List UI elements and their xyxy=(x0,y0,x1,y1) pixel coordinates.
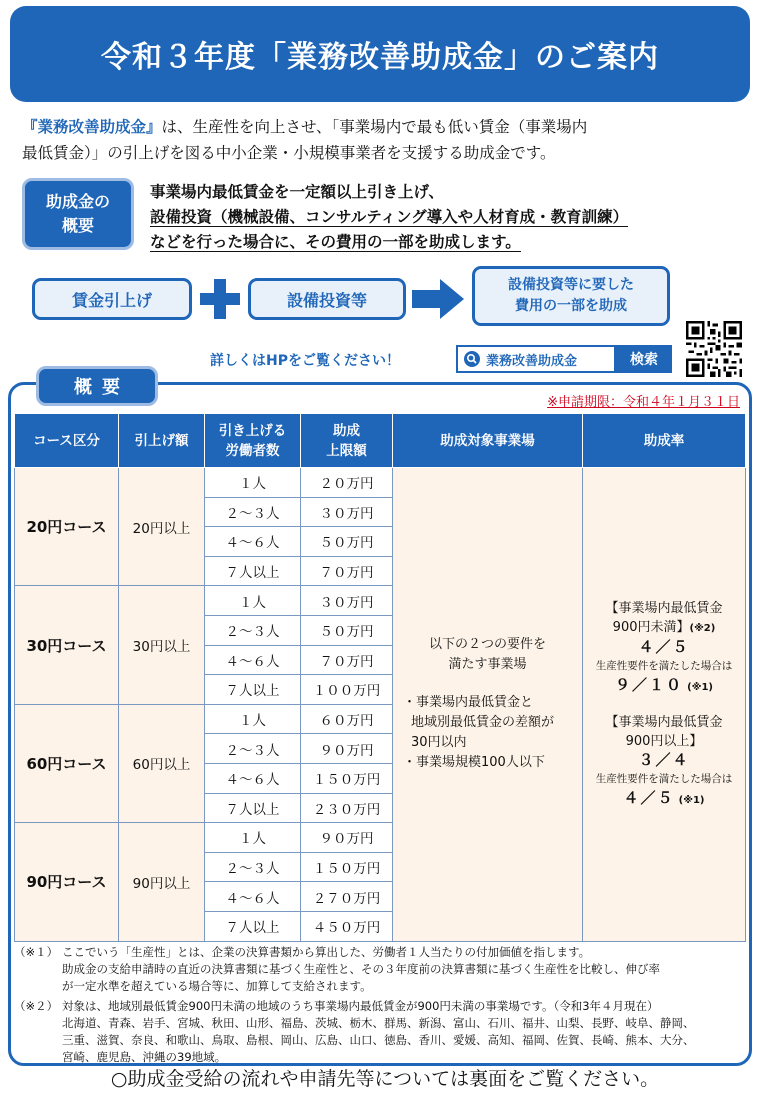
worker-count: １人 xyxy=(205,586,301,616)
req-item2: ・事業場規模100人以下 xyxy=(403,755,545,771)
footnote-2-line4: 宮崎、鹿児島、沖縄の39地域。 xyxy=(62,1050,227,1064)
subsidy-limit: ２０万円 xyxy=(301,468,393,498)
title-banner xyxy=(10,6,750,102)
rate-b-value: ３／４ xyxy=(638,750,690,769)
overview-line1: 事業場内最低賃金を一定額以上引き上げ、 xyxy=(150,183,444,201)
subsidy-limit: ７０万円 xyxy=(301,556,393,586)
overview-badge xyxy=(22,178,134,250)
header-limit-line1: 助成 xyxy=(333,422,360,439)
course-raise: 90円以上 xyxy=(119,823,205,941)
worker-count: ７人以上 xyxy=(205,793,301,823)
arrow-right-icon xyxy=(412,279,464,319)
req-line2: 満たす事業場 xyxy=(448,657,527,673)
hp-guidance-text: 詳しくはHPをご覧ください！ xyxy=(210,353,400,369)
overview-line3: などを行った場合に、その費用の一部を助成します。 xyxy=(150,233,521,251)
worker-count: １人 xyxy=(205,823,301,853)
footnote-2-line2: 北海道、青森、岩手、宮城、秋田、山形、福島、茨城、栃木、群馬、新潟、富山、石川、福井、山梨、長野、岐阜、静岡、 xyxy=(62,1016,695,1030)
subsidy-limit: ３０万円 xyxy=(301,497,393,527)
intro-paragraph xyxy=(22,114,742,166)
rate-b-value2: ４／５ xyxy=(623,788,675,807)
subsidy-limit: ９０万円 xyxy=(301,823,393,853)
worker-count: ４～６人 xyxy=(205,527,301,557)
worker-count: ４～６人 xyxy=(205,645,301,675)
subsidy-rate xyxy=(583,468,746,942)
intro-line2: 最低賃金）」の引上げを図る中小企業・小規模事業者を支援する助成金です。 xyxy=(22,144,556,162)
overview-line2: 設備投資（機械設備、コンサルティング導入や人材育成・教育訓練） xyxy=(150,208,629,226)
worker-count: ７人以上 xyxy=(205,675,301,705)
req-line1: 以下の２つの要件を xyxy=(428,637,546,653)
search-value: 業務改善助成金 xyxy=(486,353,578,369)
flow-wage-box xyxy=(32,278,192,320)
table-header-row xyxy=(15,414,746,468)
course-name: 90円コース xyxy=(15,823,119,941)
course-raise: 30円以上 xyxy=(119,586,205,704)
worker-count: ４～６人 xyxy=(205,763,301,793)
subsidy-limit: ６０万円 xyxy=(301,704,393,734)
footnote-1-mark: （※１） xyxy=(14,945,59,959)
footnote-1-line3: が一定水準を超えている場合等に、加算して支給されます。 xyxy=(62,979,372,993)
target-requirements xyxy=(393,468,583,942)
header-limit-line2: 上限額 xyxy=(326,442,367,459)
subsidy-limit: ２３０万円 xyxy=(301,793,393,823)
overview-badge-line2: 概要 xyxy=(61,216,94,235)
rate-a-head: 【事業場内最低賃金 xyxy=(605,600,723,616)
rate-a-note: (※2) xyxy=(689,622,716,634)
course-name: 20円コース xyxy=(15,468,119,586)
rate-a-sub: 900円未満】 xyxy=(612,619,690,635)
subsidy-limit: １５０万円 xyxy=(301,852,393,882)
course-raise: 20円以上 xyxy=(119,468,205,586)
footnote-2-line3: 三重、滋賀、奈良、和歌山、鳥取、島根、岡山、広島、山口、徳島、香川、愛媛、高知、福岡、佐賀、長崎、熊本、大分、 xyxy=(62,1033,695,1047)
header-rate: 助成率 xyxy=(583,414,746,468)
rate-b-sub: 900円以上】 xyxy=(625,733,703,749)
header-raise: 引上げ額 xyxy=(119,414,205,468)
flow-subsidy-line1: 設備投資等に要した xyxy=(508,277,634,293)
subsidy-limit: ５０万円 xyxy=(301,527,393,557)
header-workers-line2: 労働者数 xyxy=(225,442,280,459)
course-name: 60円コース xyxy=(15,704,119,822)
worker-count: ２～３人 xyxy=(205,615,301,645)
deadline-text: ※申請期限：令和４年１月３１日 xyxy=(547,395,740,410)
subsidy-limit: ７０万円 xyxy=(301,645,393,675)
course-name: 30円コース xyxy=(15,586,119,704)
header-limit xyxy=(301,414,393,468)
flow-subsidy-line2: 費用の一部を助成 xyxy=(515,298,627,314)
worker-count: ７人以上 xyxy=(205,911,301,941)
rate-a-value: ４／５ xyxy=(638,637,690,656)
rate-a-value2: ９／１０ xyxy=(615,675,684,694)
footnote-1 xyxy=(14,944,750,995)
rate-a-cond: 生産性要件を満たした場合は xyxy=(595,659,733,672)
rate-a-note2: (※1) xyxy=(687,681,713,693)
qr-code-icon[interactable] xyxy=(686,321,742,377)
footnotes xyxy=(14,944,750,1066)
subsidy-limit: ３０万円 xyxy=(301,586,393,616)
subsidy-limit: ２７０万円 xyxy=(301,882,393,912)
rate-b-cond: 生産性要件を満たした場合は xyxy=(595,772,733,785)
footnote-2-line1: 対象は、地域別最低賃金900円未満の地域のうち事業場内最低賃金が900円未満の事業場です。（令和3年４月現在） xyxy=(62,999,659,1013)
flow-invest-label: 設備投資等 xyxy=(286,290,367,310)
plus-icon xyxy=(200,279,240,319)
worker-count: ７人以上 xyxy=(205,556,301,586)
rate-b-head: 【事業場内最低賃金 xyxy=(605,714,723,730)
footnote-1-line2: 助成金の支給申請時の直近の決算書類に基づく生産性と、その３年度前の決算書類に基づく生産性を比較し、伸び率 xyxy=(62,962,660,976)
search-button[interactable]: 検索 xyxy=(616,345,672,373)
page-title: 令和３年度「業務改善助成金」のご案内 xyxy=(101,40,659,75)
course-table xyxy=(14,413,746,942)
course-raise: 60円以上 xyxy=(119,704,205,822)
rate-b-note2: (※1) xyxy=(678,794,705,806)
footer-notice: ○助成金受給の流れや申請先等については裏面をご覧ください。 xyxy=(110,1068,660,1090)
search-input[interactable] xyxy=(456,345,616,373)
header-workers xyxy=(205,414,301,468)
worker-count: １人 xyxy=(205,468,301,498)
flow-invest-box xyxy=(248,278,406,320)
overview-badge-line1: 助成金の xyxy=(45,192,110,211)
footnote-2-mark: （※２） xyxy=(14,999,59,1013)
section-tab: 概要 xyxy=(36,366,158,406)
req-item1-b: 地域別最低賃金の差額が xyxy=(411,715,555,731)
flow-wage-label: 賃金引上げ xyxy=(71,290,152,310)
subsidy-limit: ４５０万円 xyxy=(301,911,393,941)
footnote-2 xyxy=(14,998,750,1066)
header-course: コース区分 xyxy=(15,414,119,468)
header-target: 助成対象事業場 xyxy=(393,414,583,468)
subsidy-limit: ５０万円 xyxy=(301,615,393,645)
subsidy-limit: １００万円 xyxy=(301,675,393,705)
subsidy-limit: １５０万円 xyxy=(301,763,393,793)
footnote-1-line1: ここでいう「生産性」とは、企業の決算書類から算出した、労働者１人当たりの付加価値を指します。 xyxy=(62,945,591,959)
header-workers-line1: 引き上げる xyxy=(218,422,287,439)
table-row xyxy=(15,468,746,498)
overview-text xyxy=(150,180,750,255)
worker-count: ２～３人 xyxy=(205,497,301,527)
intro-highlight: 『業務改善助成金』 xyxy=(22,118,162,136)
flow-subsidy-box xyxy=(472,266,670,326)
req-item1-a: ・事業場内最低賃金と xyxy=(403,695,534,711)
worker-count: １人 xyxy=(205,704,301,734)
search-icon xyxy=(464,351,480,367)
subsidy-limit: ９０万円 xyxy=(301,734,393,764)
intro-line1: は、生産性を向上させ、「事業場内で最も低い賃金（事業場内 xyxy=(161,118,588,136)
worker-count: ２～３人 xyxy=(205,734,301,764)
worker-count: ４～６人 xyxy=(205,882,301,912)
req-item1-c: 30円以内 xyxy=(411,735,467,751)
worker-count: ２～３人 xyxy=(205,852,301,882)
